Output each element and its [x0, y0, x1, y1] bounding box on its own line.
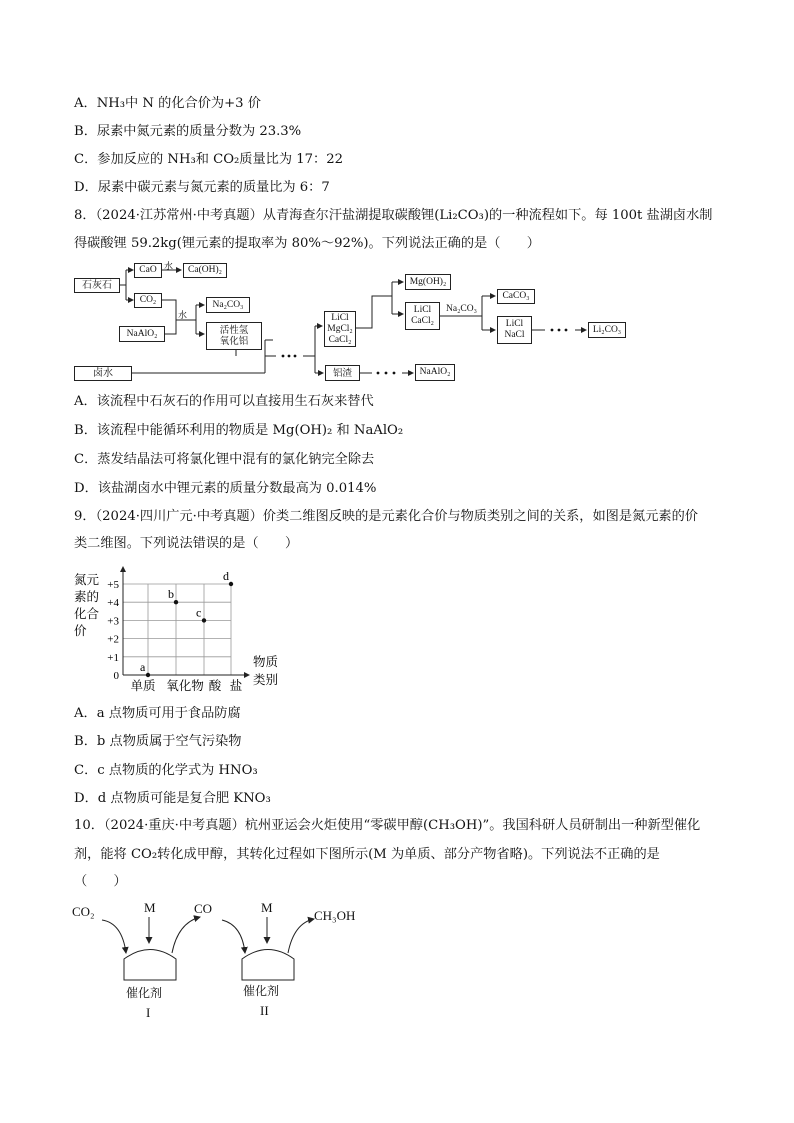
naalo2-out-box: NaAlO₂: [415, 364, 455, 381]
q8-option-b: B．该流程中能循环利用的物质是 Mg(OH)₂ 和 NaAlO₂: [74, 423, 404, 438]
y-axis-label: 价: [74, 624, 87, 638]
active-alumina-line1: 活性氢: [219, 325, 249, 336]
q9-option-a: A．a 点物质可用于食品防腐: [74, 706, 241, 721]
water-label-2: 水: [178, 311, 188, 321]
q7-option-d: D．尿素中碳元素与氮元素的质量比为 6：7: [74, 180, 330, 195]
q9-option-b: B．b 点物质属于空气污染物: [74, 734, 242, 749]
al-residue-box: 铝渣: [325, 365, 360, 381]
q9-option-c: C．c 点物质的化学式为 HNO₃: [74, 763, 258, 778]
co2-box: CO₂: [134, 293, 162, 308]
m-label-2: M: [261, 900, 273, 915]
point-label: b: [168, 587, 174, 602]
point-label: a: [140, 660, 146, 674]
q10-diagram: [60, 895, 390, 1025]
q8-stem-line1: 8．（2024·江苏常州·中考真题）从青海查尔汗盐湖提取碳酸锂(Li₂CO₃)的一种流程如下。每 100t 盐湖卤水制: [74, 208, 713, 223]
y-tick-label: +3: [107, 615, 119, 628]
licl-cacl2-box: [405, 302, 440, 330]
caoh2-box: Ca(OH)₂: [183, 263, 227, 278]
category-label: 盐: [229, 679, 243, 693]
q9-option-d: D．d 点物质可能是复合肥 KNO₃: [74, 791, 271, 806]
y-axis-label: 氮元: [74, 573, 100, 587]
licl-mix-licl: LiCl: [331, 312, 349, 323]
point-label: d: [223, 569, 229, 583]
data-point: [174, 600, 178, 604]
q10-stem-line2: 剂，能将 CO₂转化成甲醇，其转化过程如下图所示(M 为单质、部分产物省略)。下列说法不正确的是: [74, 847, 660, 862]
catalyst-2-shape: [242, 950, 294, 981]
mgoh2-box: Mg(OH)₂: [405, 274, 451, 290]
data-point: [202, 618, 206, 622]
category-label: 酸: [208, 679, 222, 693]
x-axis-arrow: [244, 672, 250, 678]
stage-2-label: II: [260, 1003, 269, 1018]
co2-label: CO₂: [72, 904, 95, 919]
na2co3-label-b: Na₂CO₃: [446, 304, 477, 314]
point-label: c: [196, 605, 202, 620]
brine-box: 卤水: [74, 366, 132, 381]
limestone-box: 石灰石: [74, 278, 120, 293]
licl-cacl2-cacl2: CaCl₂: [411, 316, 434, 326]
ch3oh-label: CH₃OH: [314, 908, 356, 923]
y-tick-label: 0: [113, 670, 119, 682]
category-label: 单质: [130, 679, 156, 693]
stage-1-label: I: [146, 1005, 151, 1020]
catalyst-1-shape: [124, 950, 176, 981]
naalo2-box: NaAlO₂: [119, 326, 165, 342]
licl-nacl-licl: LiCl: [505, 319, 524, 329]
y-tick-label: +5: [107, 579, 119, 591]
q9-chart: [70, 562, 300, 697]
q10-stem-line3: （ ）: [74, 874, 127, 889]
y-tick-label: +4: [107, 597, 119, 610]
y-tick-label: +1: [107, 651, 119, 664]
co-label: CO: [194, 901, 213, 916]
caco3-box: CaCO₃: [497, 289, 535, 304]
y-axis-arrow: [120, 566, 126, 572]
m-label-1: M: [144, 900, 156, 915]
cao-box: CaO: [134, 263, 162, 278]
x-axis-label: 类别: [253, 673, 279, 687]
licl-mix-mgcl2: MgCl₂: [327, 323, 353, 334]
catalyst-2-label: 催化剂: [243, 984, 280, 998]
q9-stem-line2: 类二维图。下列说法错误的是（ ）: [74, 536, 299, 551]
y-tick-label: +2: [107, 633, 119, 646]
data-point: [146, 673, 150, 677]
q8-option-a: A．该流程中石灰石的作用可以直接用生石灰来替代: [74, 394, 374, 409]
q8-stem-line2: 得碳酸锂 59.2kg(锂元素的提取率为 80%～92%)。下列说法正确的是（ ）: [74, 236, 540, 251]
licl-nacl-nacl: NaCl: [504, 330, 525, 340]
q10-stem-line1: 10．（2024·重庆·中考真题）杭州亚运会火炬使用“零碳甲醇(CH₃OH)”。我国科研人员研制出一种新型催化: [74, 818, 701, 833]
q8-option-d: D．该盐湖卤水中锂元素的质量分数最高为 0.014%: [74, 481, 377, 496]
licl-nacl-box: [497, 316, 532, 344]
active-alumina-box: [206, 322, 262, 350]
q7-option-a: A．NH₃中 N 的化合价为+3 价: [74, 96, 261, 111]
water-label-1: 水: [164, 262, 174, 272]
li2co3-box: Li₂CO₃: [588, 322, 626, 338]
licl-mix-box: [324, 311, 356, 347]
active-alumina-line2: 氧化铝: [219, 336, 249, 347]
licl-mix-cacl2: CaCl₂: [328, 334, 352, 345]
q8-flow-diagram: [0, 0, 794, 400]
category-label: 氧化物: [166, 679, 204, 693]
y-axis-label: 化合: [74, 607, 100, 621]
q8-option-c: C．蒸发结晶法可将氯化锂中混有的氯化钠完全除去: [74, 452, 375, 467]
catalyst-1-label: 催化剂: [126, 986, 163, 1000]
data-point: [229, 582, 233, 586]
licl-cacl2-licl: LiCl: [413, 305, 432, 315]
na2co3-box-a: Na₂CO₃: [206, 297, 250, 313]
q9-stem-line1: 9．（2024·四川广元·中考真题）价类二维图反映的是元素化合价与物质类别之间的关系，如图是氮元素的价: [74, 509, 698, 524]
valence-chart-svg: [70, 562, 300, 697]
q7-option-b: B．尿素中氮元素的质量分数为 23.3%: [74, 124, 302, 139]
y-axis-label: 素的: [74, 590, 100, 604]
x-axis-label: 物质: [253, 655, 279, 669]
q7-option-c: C．参加反应的 NH₃和 CO₂质量比为 17：22: [74, 152, 343, 167]
